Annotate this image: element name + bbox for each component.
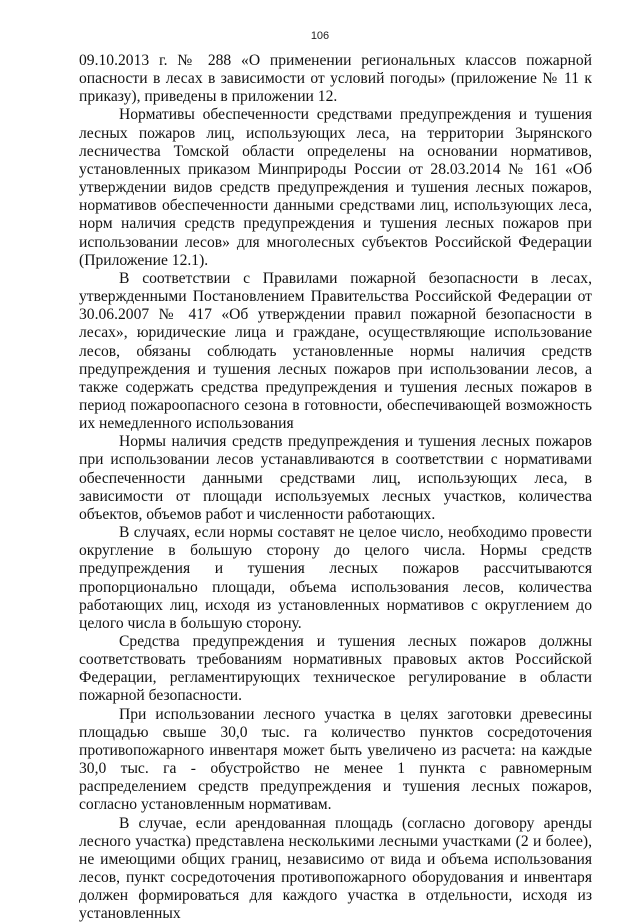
paragraph-norms-establishment: Нормы наличия средств предупреждения и тушения лесных пожаров при использовании лесов устанавливаются в соответствии с нормативами обеспеченности данными средствами лиц, использующих леса, в зависимости от площади используемых лесных участков, количества объектов, объемов работ и численности работающих.: [79, 433, 592, 523]
document-body: [79, 52, 592, 924]
page-number: 106: [310, 30, 330, 42]
paragraph-multiple-plots: В случае, если арендованная площадь (согласно договору аренды лесного участка) представлена несколькими лесными участками (2 и более), не имеющими общих границ, независимо от вида и объема использования лесов, пункт сосредоточения противопожарного оборудования и инвентаря должен формироваться для каждого участка в отдельности, исходя из установленных: [79, 814, 592, 923]
paragraph-continuation: 09.10.2013 г. № 288 «О применении региональных классов пожарной опасности в лесах в зависимости от условий погоды» (приложение № 11 к приказу), приведены в приложении 12.: [79, 52, 592, 106]
paragraph-requirements-compliance: Средства предупреждения и тушения лесных пожаров должны соответствовать требованиям нормативных правовых актов Российской Федерации, регламентирующих техническое регулирование в области пожарной безопасности.: [79, 633, 592, 705]
paragraph-fire-equipment-norms: Нормативы обеспеченности средствами предупреждения и тушения лесных пожаров лиц, использующих леса, на территории Зырянского лесничества Томской области определены на основании нормативов, установленных приказом Минприроды России от 28.03.2014 № 161 «Об утверждении видов средств предупреждения и тушения лесных пожаров, нормативов обеспеченности данными средствами лиц, использующих леса, норм наличия средств предупреждения и тушения лесных пожаров при использовании лесов» для многолесных субъектов Российской Федерации (Приложение 12.1).: [79, 106, 592, 269]
paragraph-fire-safety-rules: В соответствии с Правилами пожарной безопасности в лесах, утвержденными Постановлением Правительства Российской Федерации от 30.06.2007 № 417 «Об утверждении правил пожарной безопасности в лесах», юридические лица и граждане, осуществляющие использование лесов, обязаны соблюдать установленные нормы наличия средств предупреждения и тушения лесных пожаров при использовании лесов, а также содержать средства предупреждения и тушения лесных пожаров в период пожароопасного сезона в готовности, обеспечивающей возможность их немедленного использования: [79, 269, 592, 433]
paragraph-rounding-rule: В случаях, если нормы составят не целое число, необходимо провести округление в большую сторону до целого числа. Нормы средств предупреждения и тушения лесных пожаров рассчитываются пропорционально площади, объема использования лесов, количества работающих лиц, исходя из установленных нормативов с округлением до целого числа в большую сторону.: [79, 524, 592, 632]
paragraph-large-area-points: При использовании лесного участка в целях заготовки древесины площадью свыше 30,0 тыс. га количество пунктов сосредоточения противопожарного инвентаря может быть увеличено из расчета: на каждые 30,0 тыс. га - обустройство не менее 1 пункта с равномерным распределением средств предупреждения и тушения лесных пожаров, согласно установленным нормативам.: [79, 705, 592, 814]
